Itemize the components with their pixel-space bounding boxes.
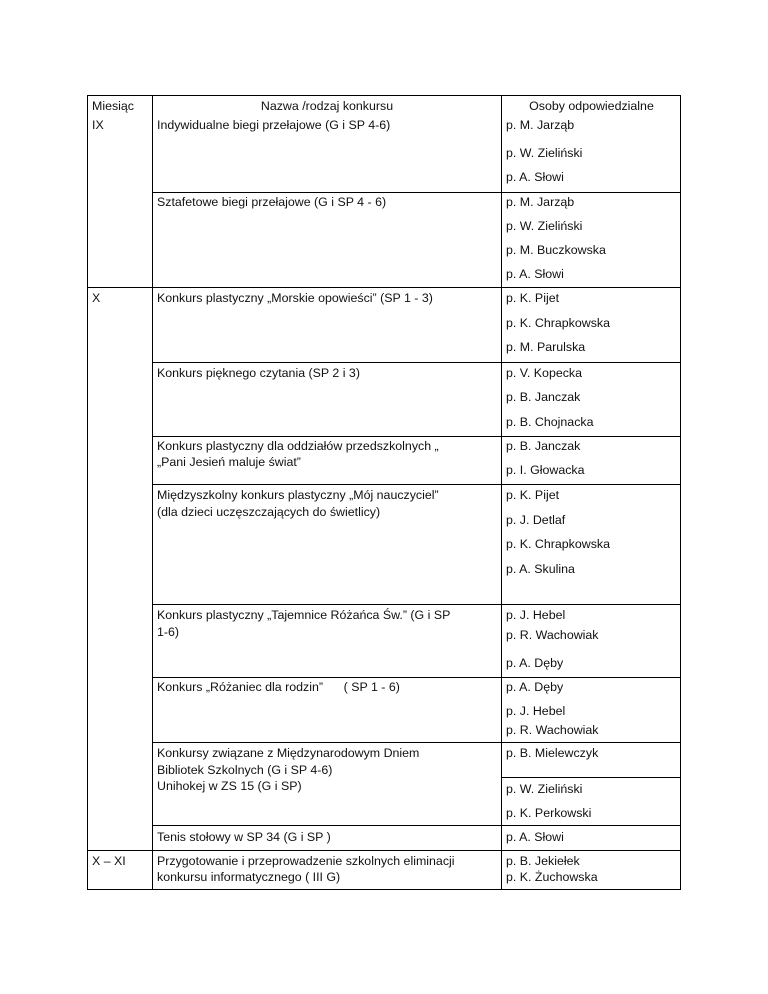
responsible-person: p. R. Wachowiak [506,723,599,737]
table-row-divider [152,362,681,363]
table-row-divider [87,850,681,851]
contest-name: Konkurs plastyczny „Tajemnice Różańca Św.” (G i SP [157,608,451,622]
responsible-person: p. J. Hebel [506,704,566,718]
table-border-left [87,95,88,890]
table-border-top [87,95,681,96]
responsible-person: p. A. Dęby [506,680,564,694]
contest-name: Bibliotek Szkolnych (G i SP 4-6) [157,763,333,777]
responsible-person: p. W. Zieliński [506,219,583,233]
table-divider-1 [152,95,153,890]
responsible-person: p. M. Buczkowska [506,243,606,257]
responsible-person: p. K. Pijet [506,488,560,502]
responsible-person: p. K. Chrapkowska [506,316,610,330]
contest-name: „Pani Jesień maluje świat” [157,455,301,469]
contest-name: (dla dzieci uczęszczających do świetlicy) [157,505,381,519]
responsible-person: p. R. Wachowiak [506,628,599,642]
table-row-divider [152,192,681,193]
header-contest: Nazwa /rodzaj konkursu [260,99,394,113]
contest-name: Sztafetowe biegi przełajowe (G i SP 4 - 6) [157,195,387,209]
table-row-divider [152,742,681,743]
responsible-person: p. I. Głowacka [506,463,585,477]
responsible-person: p. A. Słowi [506,267,564,281]
responsible-person: p. K. Pijet [506,291,560,305]
responsible-person: p. B. Janczak [506,439,581,453]
contest-name: 1-6) [157,625,180,639]
responsible-person: p. M. Jarząb [506,195,575,209]
contest-name: Konkurs plastyczny „Morskie opowieści” (SP 1 - 3) [157,291,433,305]
contest-name: Konkurs plastyczny dla oddziałów przedszkolnych „ [157,439,439,453]
responsible-person: p. B. Jekiełek [506,854,580,868]
responsible-person: p. K. Chrapkowska [506,537,610,551]
contest-name: Tenis stołowy w SP 34 (G i SP ) [157,830,331,844]
responsible-person: p. A. Skulina [506,562,575,576]
contest-name: Indywidualne biegi przełajowe (G i SP 4-6) [157,118,391,132]
responsible-person: p. A. Słowi [506,830,564,844]
month-cell: IX [92,118,104,132]
table-row-divider [501,777,681,778]
contest-name: Przygotowanie i przeprowadzenie szkolnych eliminacji [157,854,455,868]
responsible-person: p. M. Parulska [506,340,586,354]
responsible-person: p. A. Dęby [506,656,564,670]
month-cell: X – XI [92,854,126,868]
header-people: Osoby odpowiedzialne [529,99,654,113]
header-month: Miesiąc [92,99,134,113]
responsible-person: p. W. Zieliński [506,782,583,796]
responsible-person: p. J. Hebel [506,608,566,622]
table-row-divider [87,287,681,288]
contest-name: Konkursy związane z Międzynarodowym Dniem [157,746,420,760]
table-row-divider [152,677,681,678]
responsible-person: p. K. Żuchowska [506,870,598,884]
responsible-person: p. B. Janczak [506,390,581,404]
month-cell: X [92,291,101,305]
table-border-bottom [87,889,681,890]
table-row-divider [152,825,681,826]
responsible-person: p. B. Mielewczyk [506,746,599,760]
table-divider-2 [501,95,502,890]
contest-name: Konkurs pięknego czytania (SP 2 i 3) [157,366,360,380]
responsible-person: p. A. Słowi [506,170,564,184]
responsible-person: p. J. Detlaf [506,513,566,527]
contest-name: Unihokej w ZS 15 (G i SP) [157,779,302,793]
responsible-person: p. B. Chojnacka [506,415,594,429]
table-border-right [680,95,681,890]
responsible-person: p. M. Jarząb [506,118,575,132]
contest-name: konkursu informatycznego ( III G) [157,870,341,884]
contest-name: Konkurs „Różaniec dla rodzin” ( SP 1 - 6) [157,680,400,694]
table-row-divider [152,484,681,485]
contest-name: Międzyszkolny konkurs plastyczny „Mój nauczyciel” [157,488,439,502]
table-row-divider [152,436,681,437]
table-row-divider [152,604,681,605]
responsible-person: p. V. Kopecka [506,366,583,380]
responsible-person: p. W. Zieliński [506,146,583,160]
responsible-person: p. K. Perkowski [506,806,592,820]
